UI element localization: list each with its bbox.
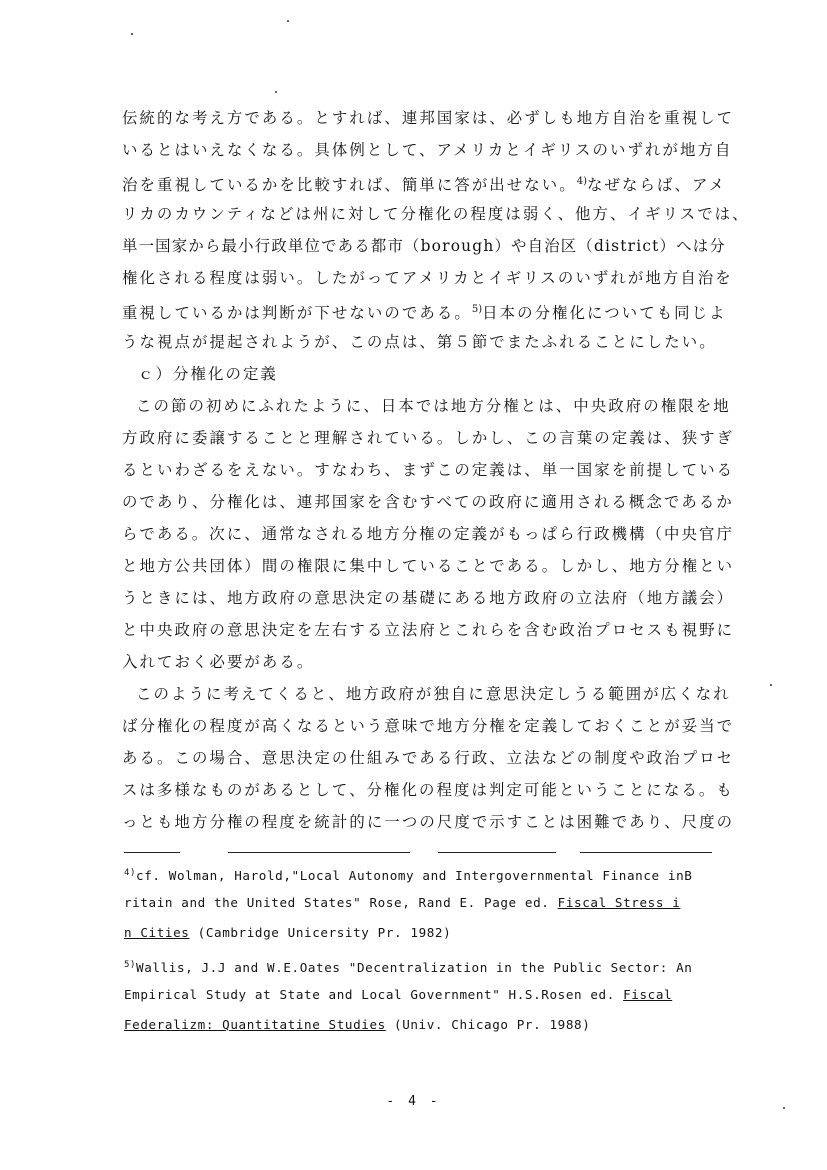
scan-speck <box>275 91 277 93</box>
body-line: と中央政府の意思決定を左右する立法府とこれらを含む政治プロセスも視野に <box>122 621 735 639</box>
body-line <box>122 300 727 323</box>
footnote-5-cont <box>124 1016 714 1034</box>
body-line: このように考えてくると、地方政府が独自に意思決定しうる範囲が広くなれ <box>136 685 731 703</box>
footnote-separator <box>438 852 556 853</box>
footnote-mark: 5) <box>124 960 137 970</box>
body-line: 単一国家から最小行政単位である都市（borough）や自治区（district）へは分 <box>122 237 726 255</box>
footnote-4 <box>124 864 714 885</box>
body-line <box>122 172 727 195</box>
body-line: のであり、分権化は、連邦国家を含むすべての政府に適用される概念であるか <box>122 493 734 511</box>
footnote-separator <box>228 852 410 853</box>
footnote-text: Wallis, J.J and W.E.Oates "Decentralization in the Public Sector: An <box>136 960 693 975</box>
body-line: いるとはいえなくなる。具体例として、アメリカとイギリスのいずれが地方自 <box>122 141 733 159</box>
footnote-text: (Cambridge Unicersity Pr. 1982) <box>189 925 452 940</box>
scan-speck <box>131 33 133 35</box>
scan-speck <box>287 20 289 22</box>
page-number: - 4 - <box>386 1094 441 1109</box>
footnote-text: ritain and the United States" Rose, Rand E. Page ed. <box>124 895 558 910</box>
body-text: 重視しているかは判断が下せないのである。 <box>122 304 472 322</box>
body-text: なぜならば、アメ <box>587 176 727 194</box>
body-line: ある。この場合、意思決定の仕組みである行政、立法などの制度や政治プロセ <box>122 749 735 767</box>
footnote-title: n Cities <box>124 925 190 940</box>
footnote-5-cont <box>124 986 714 1004</box>
body-line: うな視点が提起されようが、この点は、第５節でまたふれることにしたい。 <box>122 333 717 351</box>
body-line: 権化される程度は弱い。したがってアメリカとイギリスのいずれが地方自治を <box>122 269 733 287</box>
body-line: らである。次に、通常なされる地方分権の定義がもっぱら行政機構（中央官庁 <box>122 525 735 543</box>
footnote-title: Federalizm: Quantitatine Studies <box>124 1017 386 1032</box>
scan-speck <box>770 684 772 686</box>
body-line: と地方公共団体）間の権限に集中していることである。しかし、地方分権とい <box>122 557 735 575</box>
footnote-separator <box>580 852 712 853</box>
body-line: るといわざるをえない。すなわち、まずこの定義は、単一国家を前提している <box>122 461 735 479</box>
footnote-4-cont <box>124 924 714 942</box>
footnote-text: Empirical Study at State and Local Government" H.S.Rosen ed. <box>124 987 624 1002</box>
footnote-separator <box>124 852 180 853</box>
footnote-5 <box>124 956 714 977</box>
body-line: この節の初めにふれたように、日本では地方分権とは、中央政府の権限を地 <box>136 397 731 415</box>
body-line: スは多様なものがあるとして、分権化の程度は判定可能ということになる。も <box>122 781 734 799</box>
body-text: 日本の分権化についても同じよ <box>482 304 727 322</box>
footnote-title: Fiscal <box>623 987 673 1002</box>
footnote-ref-4: 4) <box>576 176 588 187</box>
body-line: 方政府に委譲することと理解されている。しかし、この言葉の定義は、狭すぎ <box>122 429 735 447</box>
body-line: 入れておく必要がある。 <box>122 653 315 671</box>
body-line: うときには、地方政府の意思決定の基礎にある地方政府の立法府（地方議会） <box>122 589 735 607</box>
body-line: リカのカウンティなどは州に対して分権化の程度は弱く、他方、イギリスでは、 <box>122 205 750 223</box>
footnote-text: cf. Wolman, Harold,"Local Autonomy and Intergovernmental Finance inB <box>136 868 693 883</box>
body-line: ば分権化の程度が高くなるという意味で地方分権を定義しておくことが妥当で <box>122 717 735 735</box>
body-text: 治を重視しているかを比較すれば、簡単に答が出せない。 <box>122 176 577 194</box>
section-heading: ｃ）分権化の定義 <box>138 365 278 383</box>
footnote-4-cont <box>124 894 714 912</box>
body-line: っとも地方分権の程度を統計的に一つの尺度で示すことは困難であり、尺度の <box>122 813 735 831</box>
footnote-mark: 4) <box>124 868 137 878</box>
body-line: 伝統的な考え方である。とすれば、連邦国家は、必ずしも地方自治を重視して <box>122 109 735 127</box>
footnote-title: Fiscal Stress i <box>557 895 681 910</box>
footnote-text: (Univ. Chicago Pr. 1988) <box>385 1017 591 1032</box>
footnote-ref-5: 5) <box>471 304 483 315</box>
